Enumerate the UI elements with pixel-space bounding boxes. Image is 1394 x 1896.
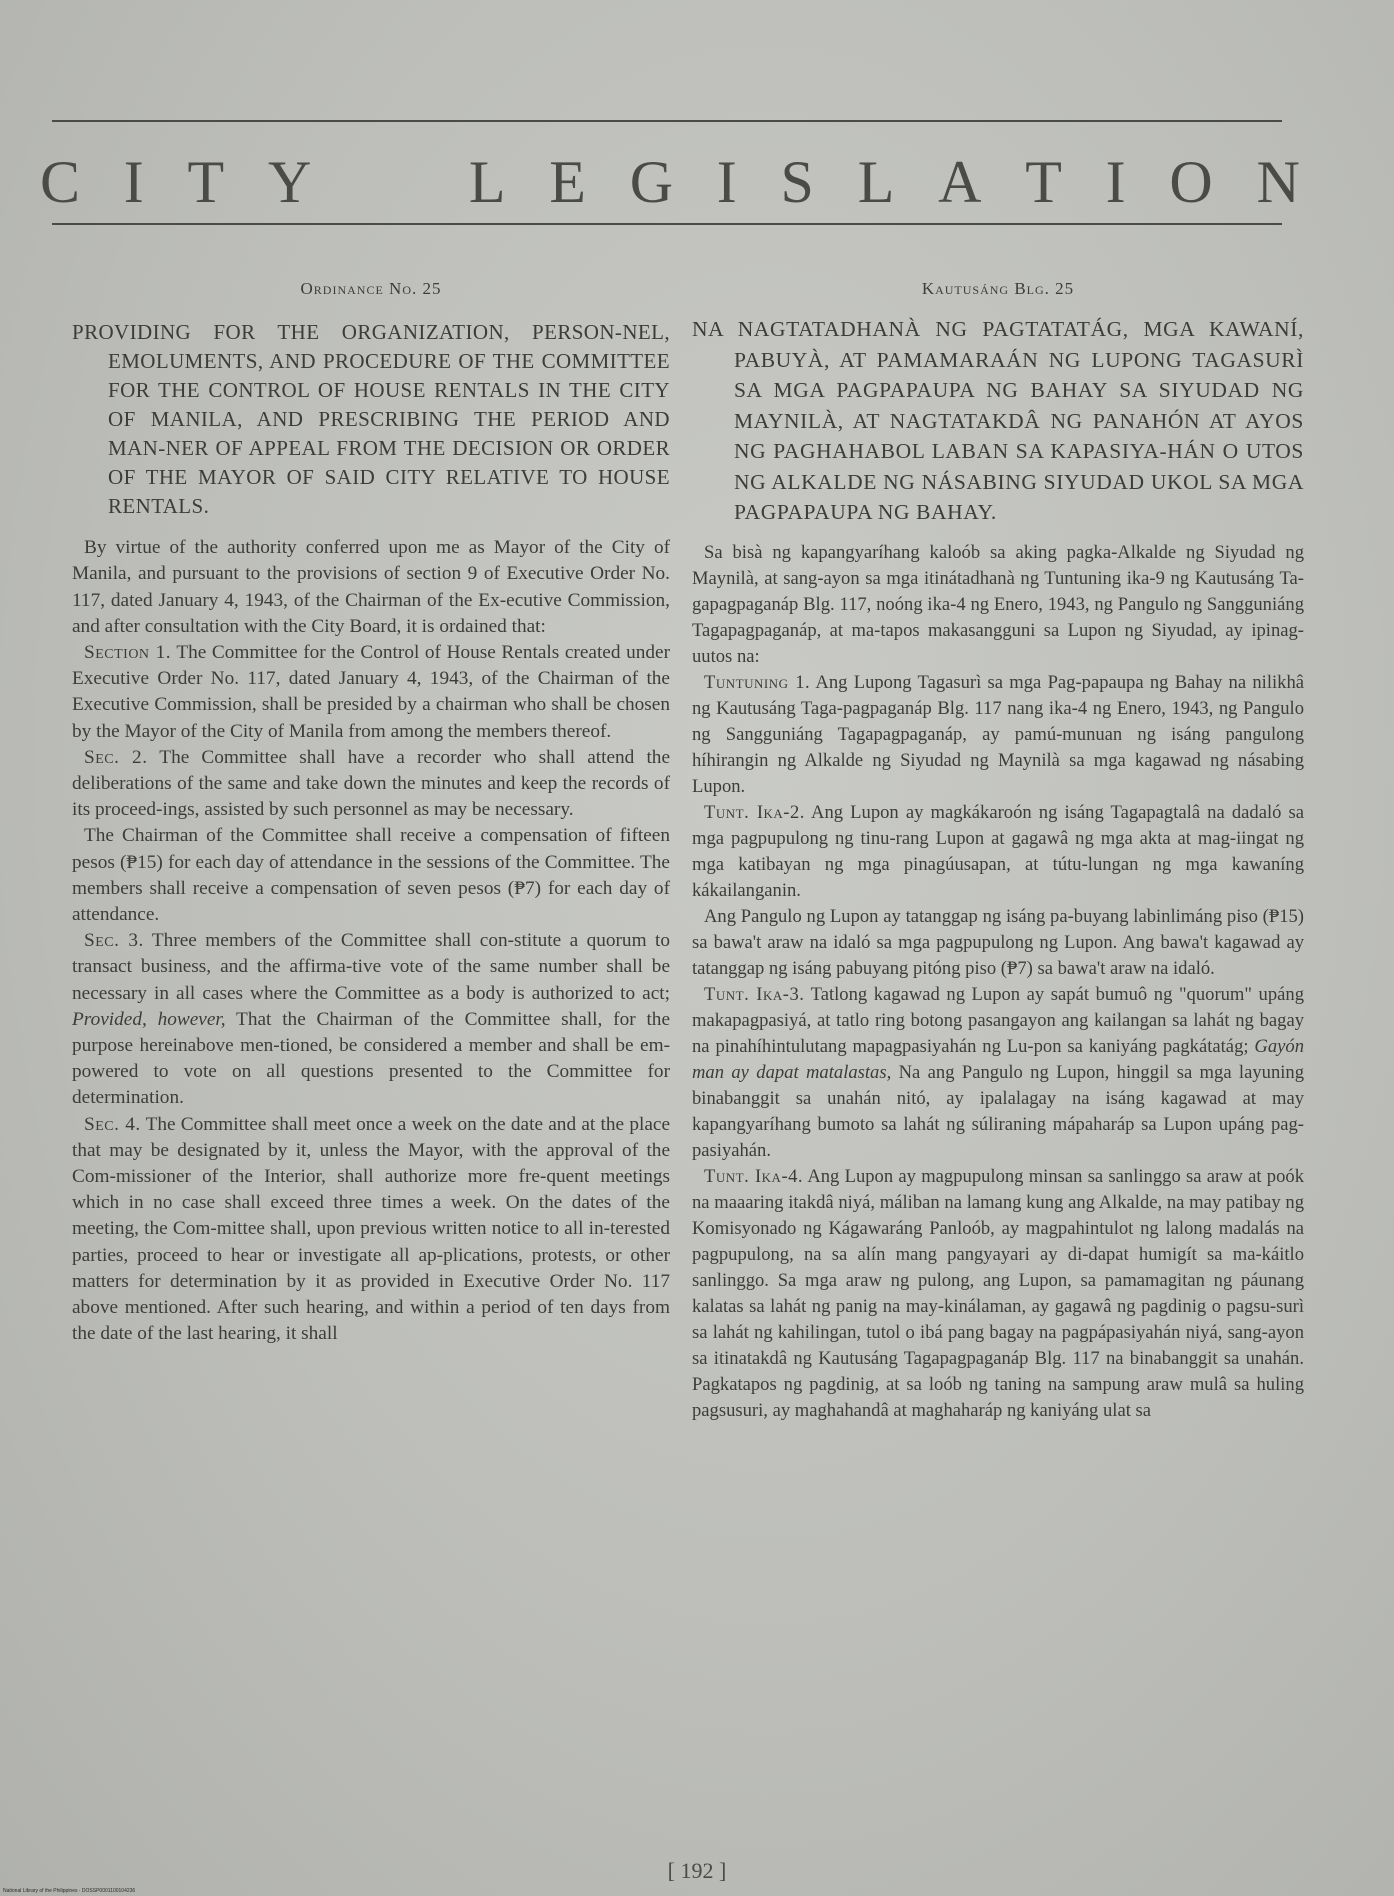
masthead-letter: T: [1025, 149, 1062, 215]
kautusan-title: NA NAGTATADHANÀ NG PAGTATATÁG, MGA KAWANÍ, PABUYÀ, AT PAMAMARAÁN NG LUPONG TAGASURÌ SA MGA PAGPAPAUPA NG BAHAY SA SIYUDAD NG MAYNILÀ, AT NAGTATAKDÂ NG PANAHÓN AT AYOS NG PAGHAHABOL LABAN SA KAPASIYA-HÁN O UTOS NG ALKALDE NG NÁSABING SIYUDAD UKOL SA MGA PAGPAPAUPA NG BAHAY.: [692, 317, 1304, 524]
tagalog-column: [692, 270, 1304, 1424]
masthead-letter: T: [187, 149, 225, 215]
section-3-paragraph: [72, 928, 670, 1111]
masthead-letter: A: [938, 149, 982, 215]
ordinance-title: PROVIDING FOR THE ORGANIZATION, PERSON-NEL, EMOLUMENTS, AND PROCEDURE OF THE COMMITTEE FOR THE CONTROL OF HOUSE RENTALS IN THE CITY OF MANILA, AND PRESCRIBING THE PERIOD AND MAN-NER OF APPEAL FROM THE DECISION OR ORDER OF THE MAYOR OF SAID CITY RELATIVE TO HOUSE RENTALS.: [72, 320, 670, 519]
masthead-letter: Y: [267, 149, 312, 215]
section-heading: Sec. 2.: [84, 746, 148, 768]
proviso-italic: Provided, however,: [72, 1008, 226, 1030]
section-heading: Tunt. Ika-3.: [704, 983, 805, 1005]
section-text: The Committee for the Control of House Rentals created under Executive Order No. 117, dated January 4, 1943, of the Chairman of the Executive Commission, shall be presided by a chairman who shall be chosen by the Mayor of the City of Manila from among the members thereof.: [72, 642, 670, 742]
section-heading: Sec. 4.: [84, 1113, 141, 1135]
tuntunin-2-paragraph: [692, 800, 1304, 904]
tuntunin-1-paragraph: [692, 670, 1304, 800]
tuntunin-4-paragraph: [692, 1164, 1304, 1424]
section-heading: Sec. 3.: [84, 930, 144, 952]
proviso-italic: Gayón man ay dapat matalastas,: [692, 1035, 1304, 1083]
section-1-paragraph: [72, 640, 670, 745]
preamble-paragraph: Sa bisà ng kapangyaríhang kaloób sa aking pagka-Alkalde ng Siyudad ng Maynilà, at sang-ayon sa mga itinátadhanà ng Tuntuning ika-9 ng Kautusáng Ta-gapagpaganáp Blg. 117, noóng ika-4 ng Enero, 1943, ng Pangulo ng Sangguniáng Tagapagpaganáp, at ma-tapos makasangguni sa Lupon ng Siyudad, ay ipinag-uutos na:: [692, 541, 1304, 667]
preamble-paragraph: By virtue of the authority conferred upon me as Mayor of the City of Manila, and pursuant to the provisions of section 9 of Executive Order No. 117, dated January 4, 1943, of the Chairman of the Ex-ecutive Commission, and after consultation with the City Board, it is ordained that:: [72, 537, 670, 637]
section-text: Ang Lupon ay magkákaroón ng isáng Tagapagtalâ na dadaló sa mga pagpupulong ng tinu-rang Lupon at gagawâ ng mga akta at mag-iingat ng mga katibayan ng mga pinagúusapan, at tútu-lungan ng mga kawaníng kákailanganin.: [692, 801, 1305, 901]
masthead-title: [40, 148, 1300, 217]
section-2-paragraph: [72, 745, 670, 824]
section-text: Na ang Pangulo ng Lupon, hinggil sa mga layuning binabanggit sa unahán nitó, ay ipalalagay na isáng kagawad at may kapangyaríhang bumoto sa lahát ng súliraning mápaharáp sa Lupon upáng pag-pasiyahán.: [692, 1061, 1305, 1161]
masthead-letter: I: [123, 149, 144, 215]
masthead-letter: I: [716, 149, 737, 215]
scan-credit: National Library of the Philippines · DOSSP0001100104236: [3, 1888, 136, 1894]
masthead-letter: N: [1256, 149, 1300, 215]
kautusan-label: Kautusáng Blg. 25: [921, 279, 1075, 298]
section-text: Tatlong kagawad ng Lupon ay sapát bumuô ng "quorum" upáng makapagpasiyá, at tatlo ring botong pasangayon ang kailangan sa lahát ng bagay na pinahíhintulutang mapagpasiyahán ng Lu-pon sa kaniyáng pagkátatág;: [692, 983, 1304, 1057]
masthead-letter: I: [1105, 149, 1126, 215]
section-text: The Committee shall have a recorder who shall attend the deliberations of the same and take down the minutes and keep the records of its proceed-ings, assisted by such personnel as may be necessary.: [72, 746, 671, 821]
section-text: Three members of the Committee shall con-stitute a quorum to transact business, and the affirma-tive vote of the same number shall be necessary in all cases where the Committee as a body is authorized to act;: [72, 930, 670, 1004]
section-4-paragraph: [72, 1112, 670, 1348]
masthead-letter: O: [1169, 149, 1213, 215]
section-heading: Tunt. Ika-2.: [704, 801, 805, 823]
section-text: Ang Lupon ay magpupulong minsan sa sanlinggo sa araw at poók na maaaring itakdâ niyá, máliban na lamang kung ang Alkalde, na may patibay ng Komisyonado ng Kágawaráng Panloób, ay magpahintulot ng lalong madalás na pagpupulong, na sa alín mang pangyayari ay di-dapat humigít sa ma-káitlo sanlinggo. Sa mga araw ng pulong, ang Lupon, sa pamamagitan ng páunang kalatas sa lahát ng panig na may-kinálaman, ay gagawâ ng pagdinig o pagsu-surì sa lahát ng kahilingan, tutol o ibá pang bagay na pagpápasiyahán niyá, sang-ayon sa itinatakdâ ng Kautusáng Tagapagpaganáp Blg. 117 na binabanggit sa unahán. Pagkatapos ng pagdinig, at sa loób ng taning na sampung araw mulâ sa huling pagsusuri, ay maghahandâ at maghaharáp ng kaniyáng ulat sa: [692, 1165, 1304, 1421]
compensation-paragraph: Ang Pangulo ng Lupon ay tatanggap ng isáng pa-buyang labinlimáng piso (₱15) sa bawa't araw na idaló sa mga pagpupulong ng Lupon. Ang bawa't kagawad ay tatanggap ng isáng pabuyang pitóng piso (₱7) sa bawa't araw na idaló.: [692, 905, 1304, 979]
masthead-top-rule: [52, 120, 1282, 122]
masthead-bottom-rule: [52, 223, 1282, 225]
masthead-letter: C: [40, 149, 81, 215]
masthead-word-gap: [355, 148, 425, 217]
masthead-letter: S: [780, 149, 814, 215]
masthead-letter: L: [857, 149, 895, 215]
ordinance-label: Ordinance No. 25: [300, 279, 442, 298]
section-text: Ang Lupong Tagasurì sa mga Pag-papaupa ng Bahay na nilikhâ ng Kautusáng Taga-pagpaganáp Blg. 117 nang ika-4 ng Enero, 1943, ng Pangulo ng Sangguniáng Tagapagpaganáp, ay pamú-munuan ng isáng pangulong híhirangin ng Alkalde ng Siyudad ng Maynilà sa mga kagawad ng násabing Lupon.: [692, 671, 1304, 797]
english-column: [72, 270, 670, 1348]
masthead-letter: E: [549, 149, 586, 215]
tuntunin-3-paragraph: [692, 982, 1304, 1164]
masthead-letter: G: [629, 149, 674, 215]
section-text: That the Chairman of the Committee shall, for the purpose hereinabove men-tioned, be considered a member and shall be em-powered to vote on all questions presented to the Committee for determination.: [72, 1008, 670, 1109]
page-number: [ 192 ]: [667, 1858, 727, 1883]
compensation-paragraph: The Chairman of the Committee shall receive a compensation of fifteen pesos (₱15) for each day of attendance in the sessions of the Committee. The members shall receive a compensation of seven pesos (₱7) for each day of attendance.: [72, 825, 670, 926]
section-heading: Tunt. Ika-4.: [704, 1165, 804, 1187]
section-heading: Tuntuning 1.: [704, 671, 811, 693]
masthead-letter: L: [468, 149, 506, 215]
section-heading: Section 1.: [84, 642, 172, 664]
section-text: The Committee shall meet once a week on the date and at the place that may be designated by it, unless the Mayor, with the approval of the Com-missioner of the Interior, shall authorize more fre-quent meetings which in no case shall exceed three times a week. On the dates of the meeting, the Com-mittee shall, upon previous written notice to all in-terested parties, proceed to hear or investigate all ap-plications, protests, or other matters for determination by it as provided in Executive Order No. 117 above mentioned. After such hearing, and within a period of ten days from the date of the last hearing, it shall: [72, 1113, 671, 1345]
